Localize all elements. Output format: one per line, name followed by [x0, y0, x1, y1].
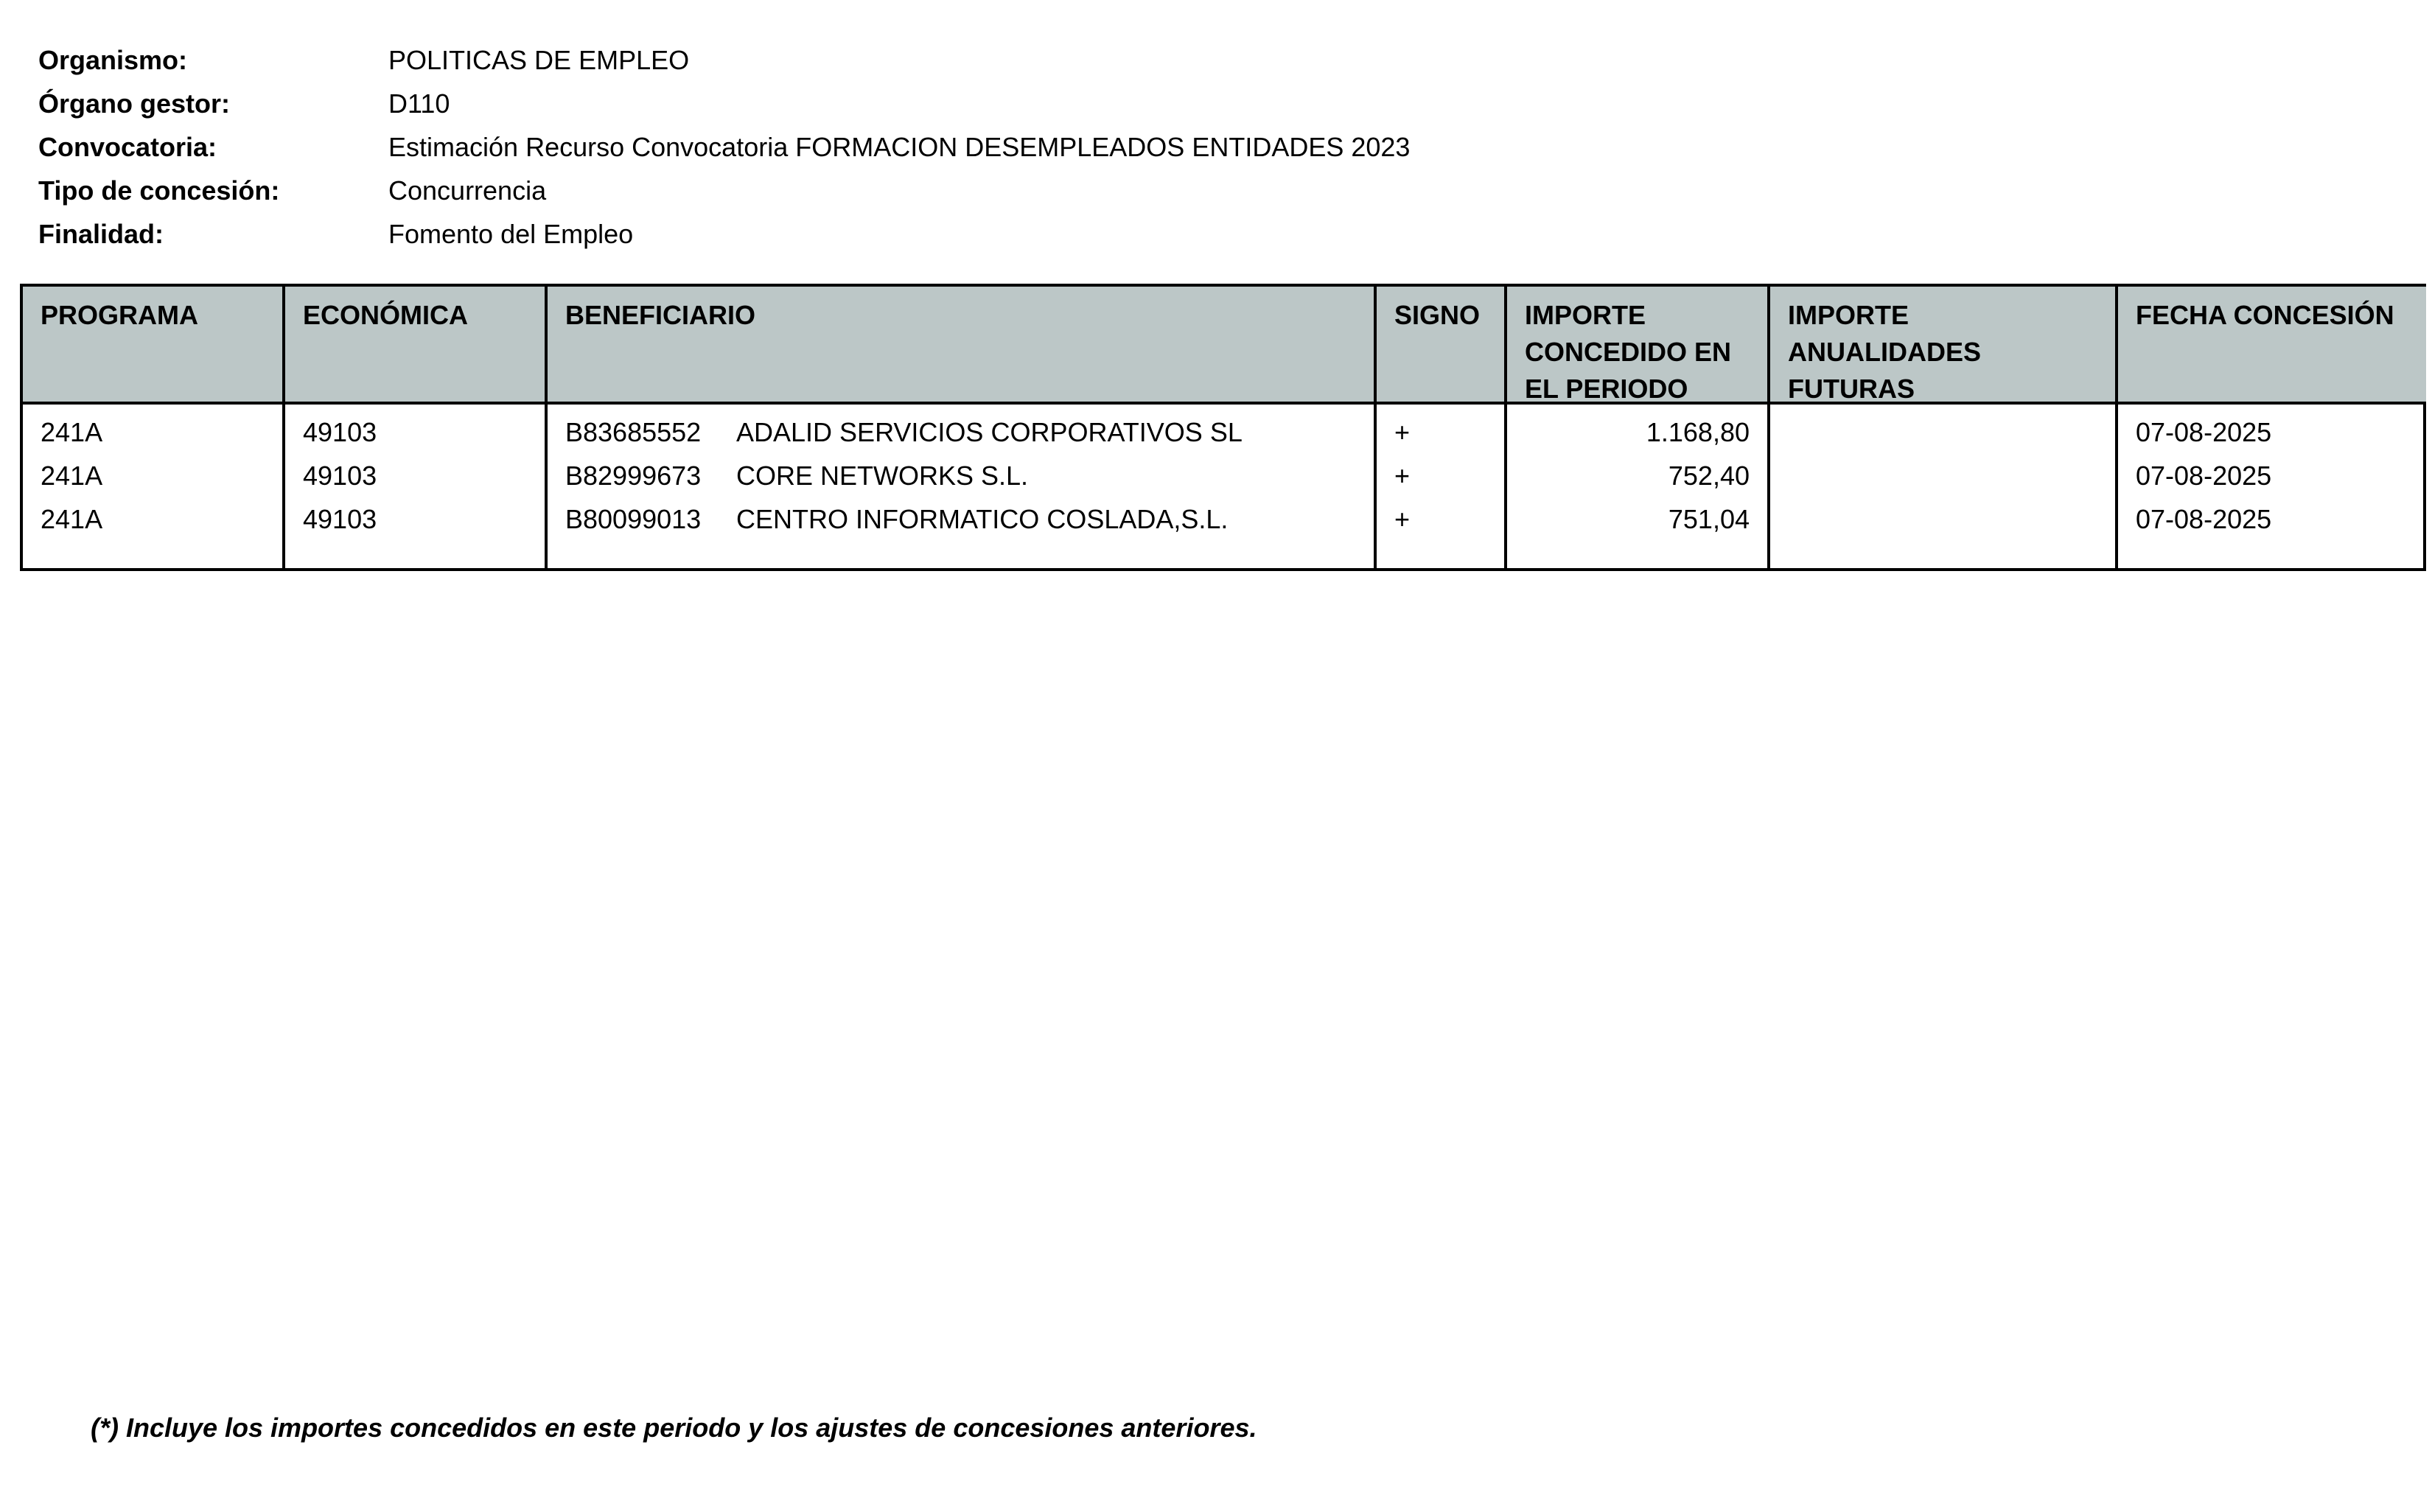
footnote: (*) Incluye los importes concedidos en este periodo y los ajustes de concesiones anteriores.: [91, 1413, 1257, 1443]
field-value: Concurrencia: [388, 175, 547, 206]
document-header: [38, 38, 1410, 256]
field-finalidad: [38, 212, 1410, 256]
field-label: Tipo de concesión:: [38, 175, 280, 206]
column-fecha: [2118, 405, 2426, 568]
beneficiary-nif: B83685552: [565, 417, 702, 447]
beneficiary-name: CENTRO INFORMATICO COSLADA,S.L.: [736, 504, 1229, 534]
table-cell: 241A: [41, 417, 103, 447]
field-value: Fomento del Empleo: [388, 218, 634, 249]
column-header-economica: ECONÓMICA: [285, 287, 548, 405]
table-cell: 49103: [303, 461, 377, 491]
field-value: POLITICAS DE EMPLEO: [388, 44, 690, 75]
table-cell: 07-08-2025: [2136, 417, 2272, 447]
field-label: Órgano gestor:: [38, 88, 231, 119]
column-beneficiario: [548, 405, 1377, 568]
table-cell: [1788, 410, 2097, 454]
beneficiary-nif: B80099013: [565, 504, 702, 534]
column-signo: [1377, 405, 1507, 568]
column-header-importe-futuras: IMPORTE ANUALIDADES FUTURAS: [1770, 287, 2118, 405]
table-cell: +: [1394, 417, 1411, 447]
table-cell: [1788, 454, 2097, 497]
field-tipo-concesion: [38, 169, 1410, 212]
table-cell: 751,04: [1668, 504, 1750, 534]
column-header-signo: SIGNO: [1377, 287, 1507, 405]
table-cell: 752,40: [1668, 461, 1750, 491]
beneficiary-name: ADALID SERVICIOS CORPORATIVOS SL: [736, 417, 1243, 447]
concessions-table: [20, 284, 2426, 571]
table-cell: [565, 454, 1356, 497]
table-cell: [1788, 497, 2097, 541]
table-cell: 49103: [303, 417, 377, 447]
column-importe-concedido: [1507, 405, 1770, 568]
column-header-fecha: FECHA CONCESIÓN: [2118, 287, 2426, 405]
beneficiary-nif: B82999673: [565, 461, 702, 491]
field-organo-gestor: [38, 82, 1410, 125]
field-label: Convocatoria:: [38, 131, 217, 162]
table-cell: 241A: [41, 504, 103, 534]
beneficiary-name: CORE NETWORKS S.L.: [736, 461, 1029, 491]
column-header-importe-concedido: IMPORTE CONCEDIDO EN EL PERIODO: [1507, 287, 1770, 405]
column-header-beneficiario: BENEFICIARIO: [548, 287, 1377, 405]
table-cell: 49103: [303, 504, 377, 534]
field-label: Finalidad:: [38, 218, 164, 249]
table-cell: +: [1394, 461, 1411, 491]
field-organismo: [38, 38, 1410, 82]
column-importe-futuras: [1770, 405, 2118, 568]
table-cell: +: [1394, 504, 1411, 534]
column-programa: [23, 405, 285, 568]
column-economica: [285, 405, 548, 568]
table-cell: 07-08-2025: [2136, 461, 2272, 491]
field-value: D110: [388, 88, 450, 119]
table-cell: 241A: [41, 461, 103, 491]
column-header-programa: PROGRAMA: [23, 287, 285, 405]
field-value: Estimación Recurso Convocatoria FORMACION DESEMPLEADOS ENTIDADES 2023: [388, 131, 1411, 162]
table-cell: 1.168,80: [1646, 417, 1750, 447]
table-cell: 07-08-2025: [2136, 504, 2272, 534]
field-label: Organismo:: [38, 44, 188, 75]
table-cell: [565, 497, 1356, 541]
field-convocatoria: [38, 125, 1410, 169]
table-cell: [565, 410, 1356, 454]
